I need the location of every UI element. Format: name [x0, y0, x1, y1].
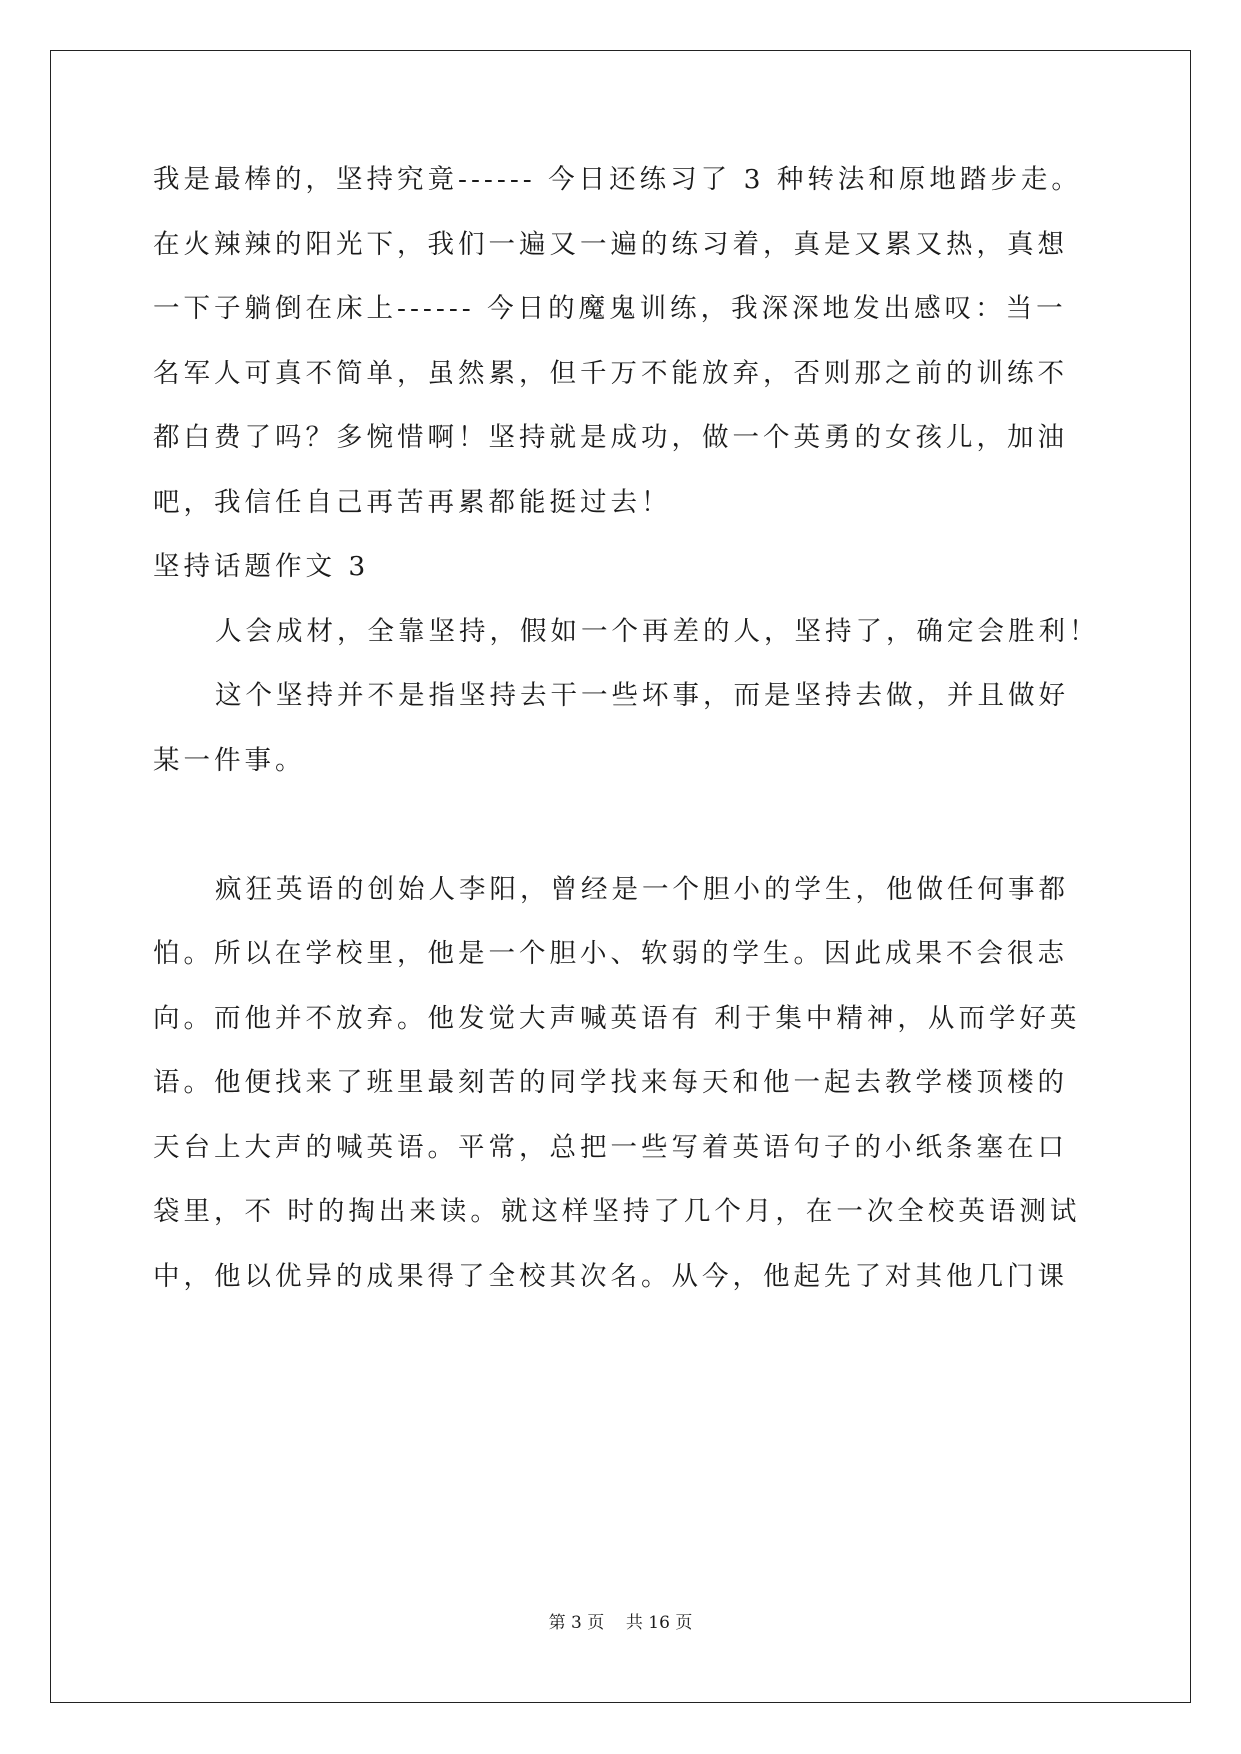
text-line: 一下子躺倒在床上------ 今日的魔鬼训练，我深深地发出感叹：当一 [153, 293, 1067, 324]
text-line: 吧，我信任自己再苦再累都能挺过去！ [153, 486, 672, 518]
text-line: 怕。所以在学校里，他是一个胆小、软弱的学生。因此成果不会很志 [153, 938, 1068, 969]
text-line: 语。他便找来了班里最刻苦的同学找来每天和他一起去教学楼顶楼的 [153, 1067, 1068, 1098]
text-line: 我是最棒的，坚持究竟------ 今日还练习了 3 种转法和原地踏步走。 [153, 164, 1082, 195]
text-line: 向。而他并不放弃。他发觉大声喊英语有 利于集中精神，从而学好英 [153, 1002, 1081, 1034]
text-line: 名军人可真不简单，虽然累，但千万不能放弃，否则那之前的训练不 [153, 357, 1068, 389]
blank-line [153, 793, 1093, 858]
text-line: 天台上大声的喊英语。平常，总把一些写着英语句子的小纸条塞在口 [153, 1131, 1068, 1163]
page-number: 第 3 页 共 16 页 [548, 1613, 693, 1633]
section-heading: 坚持话题作文 3 [153, 551, 370, 582]
text-line: 在火辣辣的阳光下，我们一遍又一遍的练习着，真是又累又热，真想 [153, 228, 1068, 260]
paragraph-first-line: 这个坚持并不是指坚持去干一些坏事，而是坚持去做，并且做好 [215, 680, 1069, 711]
text-line: 某一件事。 [153, 744, 306, 776]
paragraph-first-line: 疯狂英语的创始人李阳，曾经是一个胆小的学生，他做任何事都 [215, 873, 1069, 905]
paragraph-first-line: 人会成材，全靠坚持，假如一个再差的人，坚持了，确定会胜利！ [215, 615, 1100, 647]
document-body [153, 148, 1100, 1309]
text-line: 都白费了吗？多惋惜啊！坚持就是成功，做一个英勇的女孩儿，加油 [153, 422, 1068, 453]
text-line: 袋里，不 时的掏出来读。就这样坚持了几个月，在一次全校英语测试 [153, 1196, 1081, 1227]
text-line: 中，他以优异的成果得了全校其次名。从今，他起先了对其他几门课 [153, 1260, 1068, 1292]
